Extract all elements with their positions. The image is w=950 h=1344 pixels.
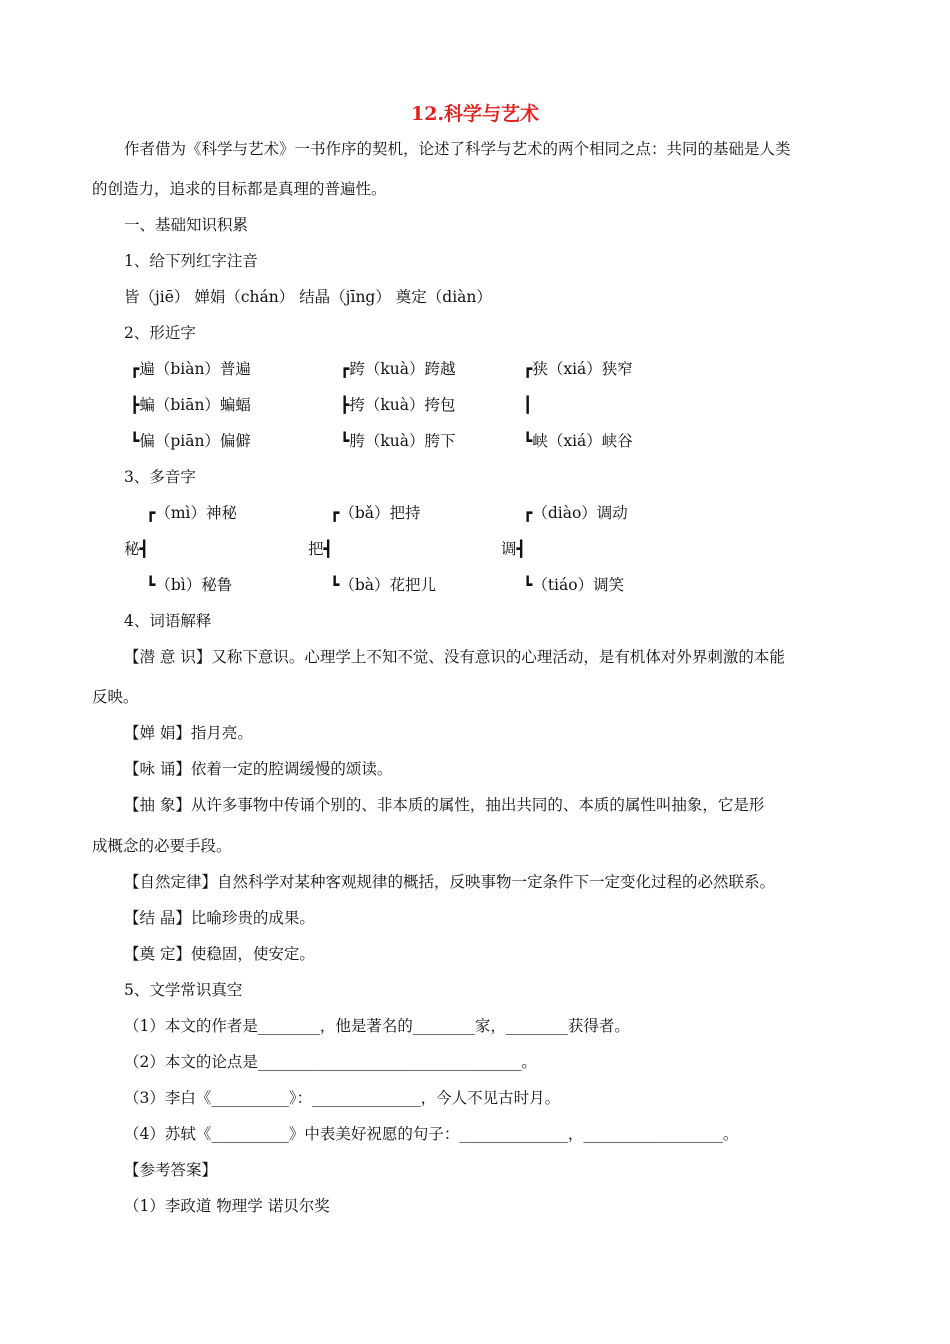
answers-heading: 【参考答案】	[124, 1161, 218, 1179]
term-qianyishi-line-1: 【潜 意 识】又称下意识。心理学上不知不觉、没有意识的心理活动，是有机体对外界刺激的本能	[124, 648, 785, 666]
q2-row-2-col-1: ┣蝙（biān）蝙蝠	[130, 396, 251, 414]
intro-line-2: 的创造力，追求的目标都是真理的普遍性。	[92, 180, 387, 198]
answer-1: （1）李政道 物理学 诺贝尔奖	[124, 1197, 330, 1215]
q3-bottom-1: ┗（bì）秘鲁	[146, 576, 233, 594]
q3-top-1: ┏（mì）神秘	[146, 504, 237, 522]
term-ziran-dinglv: 【自然定律】自然科学对某种客观规律的概括，反映事物一定条件下一定变化过程的必然联系。	[124, 873, 776, 891]
term-chouxiang-line-1: 【抽 象】从许多事物中传诵个别的、非本质的属性，抽出共同的、本质的属性叫抽象，它是形	[124, 796, 765, 814]
term-yongsong: 【咏 诵】依着一定的腔调缓慢的颂读。	[124, 760, 393, 778]
q3-bottom-3: ┗（tiáo）调笑	[523, 576, 625, 594]
q3-mid-3: 调┫	[501, 540, 526, 558]
term-qianyishi-line-2: 反映。	[92, 688, 139, 706]
q5-item-3: （3）李白《__________》：______________，今人不见古时月。	[124, 1089, 561, 1107]
q1-content: 皆（jiē） 婵娟（chán） 结晶（jīng） 奠定（diàn）	[124, 288, 492, 306]
intro-line-1: 作者借为《科学与艺术》一书作序的契机，论述了科学与艺术的两个相同之点：共同的基础是人类	[124, 140, 791, 158]
q2-row-3-col-1: ┗偏（piān）偏僻	[130, 432, 251, 450]
q5-item-4: （4）苏轼《__________》中表美好祝愿的句子：______________，__________________。	[124, 1125, 739, 1143]
q2-row-1-col-3: ┏狭（xiá）狭窄	[523, 360, 633, 378]
q2-row-1-col-2: ┏跨（kuà）跨越	[340, 360, 456, 378]
term-dianding: 【奠 定】使稳固，使安定。	[124, 945, 315, 963]
q5-item-1: （1）本文的作者是________，他是著名的________家，________获得者。	[124, 1017, 630, 1035]
q1-heading: 1、给下列红字注音	[124, 252, 258, 270]
q2-row-2-col-2: ┣挎（kuà）挎包	[340, 396, 456, 414]
q5-heading: 5、文学常识真空	[124, 981, 243, 999]
section-heading: 一、基础知识积累	[124, 216, 249, 234]
term-chanjuan: 【婵 娟】指月亮。	[124, 724, 253, 742]
q2-row-2-col-3: ┃	[523, 396, 533, 414]
q2-row-3-col-2: ┗胯（kuà）胯下	[340, 432, 456, 450]
q3-mid-2: 把┫	[308, 540, 333, 558]
page-title: 12.科学与艺术	[410, 103, 540, 125]
q3-heading: 3、多音字	[124, 468, 196, 486]
q4-heading: 4、词语解释	[124, 612, 212, 630]
q3-top-2: ┏（bǎ）把持	[330, 504, 421, 522]
q3-mid-1: 秘┫	[124, 540, 149, 558]
q2-row-3-col-3: ┗峡（xiá）峡谷	[523, 432, 633, 450]
q5-item-2: （2）本文的论点是__________________________________。	[124, 1053, 537, 1071]
term-chouxiang-line-2: 成概念的必要手段。	[92, 837, 232, 855]
q2-row-1-col-1: ┏遍（biàn）普遍	[130, 360, 251, 378]
term-jiejing: 【结 晶】比喻珍贵的成果。	[124, 909, 315, 927]
q3-bottom-2: ┗（bà）花把儿	[330, 576, 436, 594]
q2-heading: 2、形近字	[124, 324, 196, 342]
q3-top-3: ┏（diào）调动	[523, 504, 628, 522]
